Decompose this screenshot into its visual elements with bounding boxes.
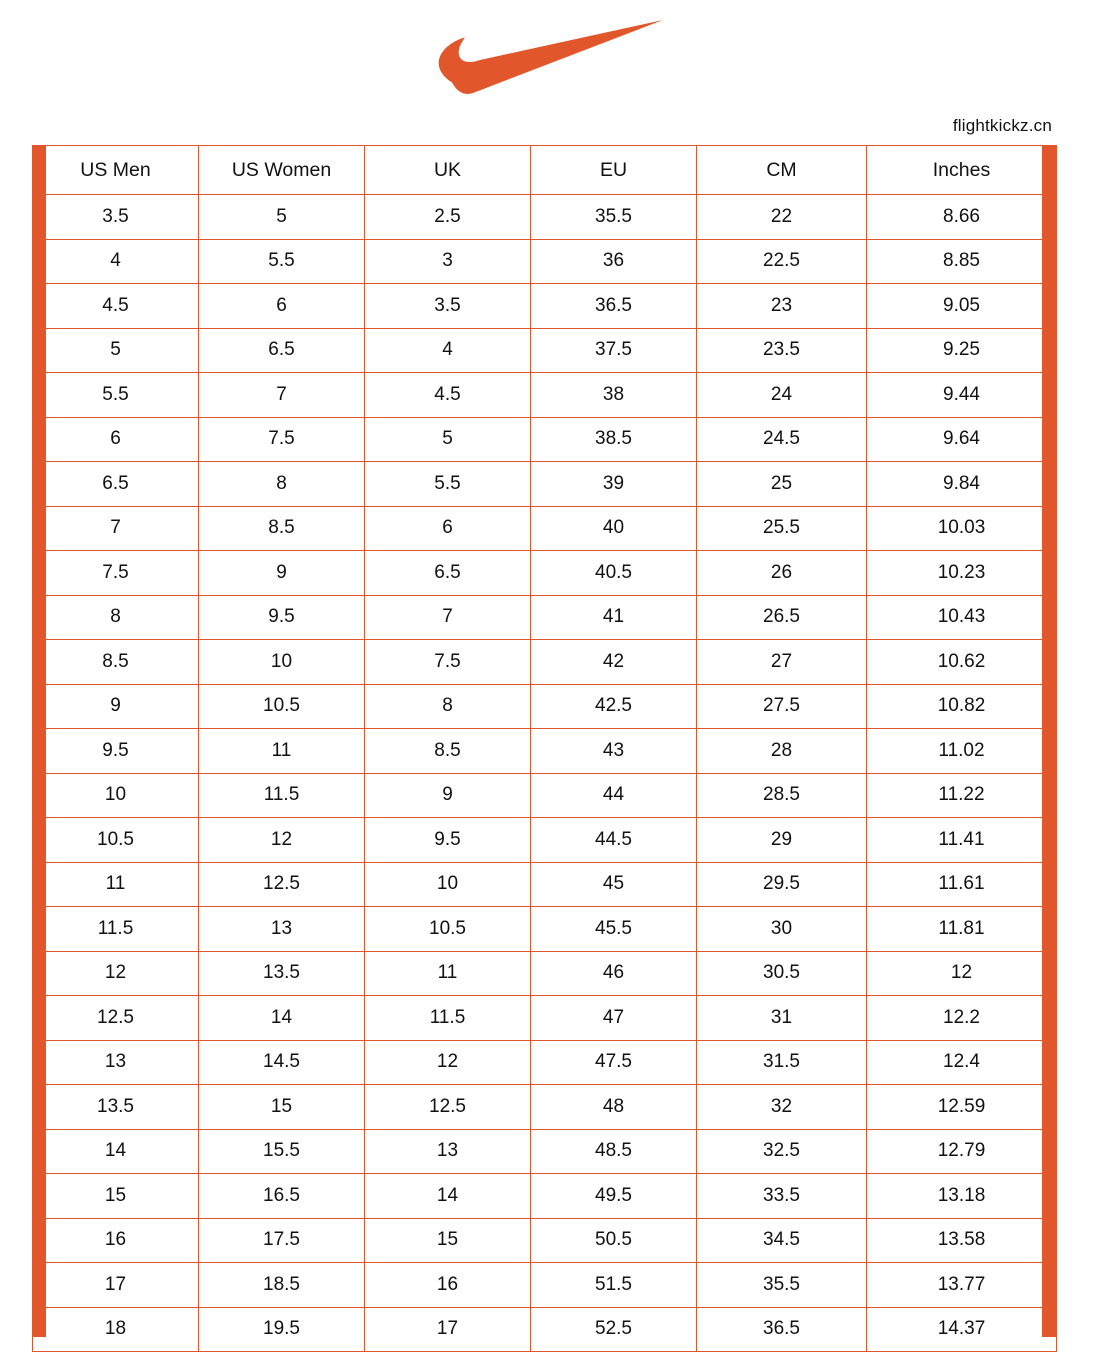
table-cell: 49.5: [531, 1174, 697, 1219]
table-cell: 6: [365, 506, 531, 551]
column-header-eu: EU: [531, 146, 697, 195]
table-cell: 7: [33, 506, 199, 551]
table-cell: 11: [365, 951, 531, 996]
table-cell: 32: [697, 1085, 867, 1130]
table-cell: 12.79: [867, 1129, 1057, 1174]
shoe-size-conversion-table: [32, 145, 1057, 1352]
table-cell: 25: [697, 462, 867, 507]
table-cell: 39: [531, 462, 697, 507]
table-cell: 43: [531, 729, 697, 774]
table-cell: 9: [33, 684, 199, 729]
table-cell: 51.5: [531, 1263, 697, 1308]
table-cell: 14.5: [199, 1040, 365, 1085]
column-header-uk: UK: [365, 146, 531, 195]
table-cell: 34.5: [697, 1218, 867, 1263]
table-cell: 13: [199, 907, 365, 952]
table-cell: 26.5: [697, 595, 867, 640]
table-cell: 27: [697, 640, 867, 685]
table-cell: 38.5: [531, 417, 697, 462]
table-cell: 45: [531, 862, 697, 907]
table-row: [33, 907, 1057, 952]
table-cell: 15: [365, 1218, 531, 1263]
table-row: [33, 1218, 1057, 1263]
table-cell: 10: [365, 862, 531, 907]
table-cell: 10.5: [365, 907, 531, 952]
table-cell: 45.5: [531, 907, 697, 952]
table-header: [33, 146, 1057, 195]
table-cell: 13: [33, 1040, 199, 1085]
table-row: [33, 818, 1057, 863]
table-cell: 4.5: [33, 284, 199, 329]
table-row: [33, 595, 1057, 640]
table-cell: 10.62: [867, 640, 1057, 685]
table-cell: 10: [199, 640, 365, 685]
table-cell: 10: [33, 773, 199, 818]
table-cell: 11.22: [867, 773, 1057, 818]
table-row: [33, 1263, 1057, 1308]
table-cell: 28: [697, 729, 867, 774]
table-cell: 12.2: [867, 996, 1057, 1041]
table-cell: 40.5: [531, 551, 697, 596]
table-cell: 35.5: [531, 195, 697, 240]
table-row: [33, 284, 1057, 329]
table-cell: 15.5: [199, 1129, 365, 1174]
table-cell: 12: [365, 1040, 531, 1085]
table-cell: 41: [531, 595, 697, 640]
table-row: [33, 996, 1057, 1041]
table-cell: 37.5: [531, 328, 697, 373]
table-cell: 23: [697, 284, 867, 329]
header-row: [33, 146, 1057, 195]
table-cell: 17.5: [199, 1218, 365, 1263]
table-row: [33, 1040, 1057, 1085]
table-cell: 9.84: [867, 462, 1057, 507]
table-cell: 11.5: [33, 907, 199, 952]
table-row: [33, 951, 1057, 996]
table-cell: 12.5: [33, 996, 199, 1041]
table-cell: 10.43: [867, 595, 1057, 640]
table-cell: 7: [199, 373, 365, 418]
table-cell: 7.5: [365, 640, 531, 685]
table-cell: 16.5: [199, 1174, 365, 1219]
table-cell: 11: [33, 862, 199, 907]
table-cell: 17: [33, 1263, 199, 1308]
table-cell: 11.5: [365, 996, 531, 1041]
table-cell: 2.5: [365, 195, 531, 240]
table-cell: 15: [199, 1085, 365, 1130]
table-cell: 8.5: [199, 506, 365, 551]
table-cell: 16: [365, 1263, 531, 1308]
table-cell: 11.5: [199, 773, 365, 818]
table-cell: 8.85: [867, 239, 1057, 284]
table-row: [33, 373, 1057, 418]
column-header-cm: CM: [697, 146, 867, 195]
table-cell: 9.25: [867, 328, 1057, 373]
table-cell: 10.23: [867, 551, 1057, 596]
table-cell: 44: [531, 773, 697, 818]
table-row: [33, 1174, 1057, 1219]
table-cell: 9.05: [867, 284, 1057, 329]
table-cell: 46: [531, 951, 697, 996]
table-cell: 4: [365, 328, 531, 373]
table-row: [33, 773, 1057, 818]
table-cell: 12: [867, 951, 1057, 996]
table-cell: 7.5: [33, 551, 199, 596]
table-cell: 15: [33, 1174, 199, 1219]
table-cell: 47: [531, 996, 697, 1041]
table-cell: 13.77: [867, 1263, 1057, 1308]
table-cell: 47.5: [531, 1040, 697, 1085]
table-cell: 50.5: [531, 1218, 697, 1263]
table-cell: 33.5: [697, 1174, 867, 1219]
table-cell: 11: [199, 729, 365, 774]
table-cell: 7: [365, 595, 531, 640]
table-cell: 9: [199, 551, 365, 596]
table-cell: 22.5: [697, 239, 867, 284]
table-cell: 35.5: [697, 1263, 867, 1308]
table-cell: 19.5: [199, 1307, 365, 1352]
table-cell: 31: [697, 996, 867, 1041]
table-cell: 17: [365, 1307, 531, 1352]
table-cell: 44.5: [531, 818, 697, 863]
table-cell: 11.02: [867, 729, 1057, 774]
table-cell: 9: [365, 773, 531, 818]
table-row: [33, 551, 1057, 596]
table-cell: 3.5: [365, 284, 531, 329]
table-cell: 42: [531, 640, 697, 685]
table-cell: 10.03: [867, 506, 1057, 551]
table-cell: 14: [199, 996, 365, 1041]
table-cell: 18.5: [199, 1263, 365, 1308]
table-cell: 13.5: [199, 951, 365, 996]
column-header-us-women: US Women: [199, 146, 365, 195]
table-cell: 7.5: [199, 417, 365, 462]
table-cell: 31.5: [697, 1040, 867, 1085]
table-cell: 6: [199, 284, 365, 329]
table-cell: 5.5: [199, 239, 365, 284]
table-cell: 30.5: [697, 951, 867, 996]
table-cell: 10.82: [867, 684, 1057, 729]
table-cell: 5: [33, 328, 199, 373]
table-cell: 3: [365, 239, 531, 284]
table-cell: 3.5: [33, 195, 199, 240]
table-cell: 13: [365, 1129, 531, 1174]
table-body: [33, 195, 1057, 1352]
table-cell: 8.66: [867, 195, 1057, 240]
table-cell: 26: [697, 551, 867, 596]
table-cell: 8: [199, 462, 365, 507]
table-cell: 6.5: [199, 328, 365, 373]
table-cell: 18: [33, 1307, 199, 1352]
table-cell: 9.5: [33, 729, 199, 774]
table-cell: 10.5: [199, 684, 365, 729]
table-cell: 5: [365, 417, 531, 462]
table-cell: 36.5: [697, 1307, 867, 1352]
table-cell: 24: [697, 373, 867, 418]
size-table-container: [32, 145, 1056, 1352]
table-row: [33, 862, 1057, 907]
table-cell: 36: [531, 239, 697, 284]
table-cell: 5.5: [365, 462, 531, 507]
table-cell: 14.37: [867, 1307, 1057, 1352]
table-cell: 48: [531, 1085, 697, 1130]
table-row: [33, 417, 1057, 462]
nike-swoosh-icon: [435, 20, 665, 106]
table-cell: 38: [531, 373, 697, 418]
table-cell: 8: [365, 684, 531, 729]
table-cell: 10.5: [33, 818, 199, 863]
table-cell: 23.5: [697, 328, 867, 373]
table-cell: 6.5: [33, 462, 199, 507]
table-cell: 40: [531, 506, 697, 551]
table-cell: 29: [697, 818, 867, 863]
table-row: [33, 195, 1057, 240]
table-cell: 13.5: [33, 1085, 199, 1130]
table-cell: 5.5: [33, 373, 199, 418]
table-cell: 4.5: [365, 373, 531, 418]
table-cell: 11.81: [867, 907, 1057, 952]
table-cell: 16: [33, 1218, 199, 1263]
table-cell: 14: [33, 1129, 199, 1174]
table-cell: 9.44: [867, 373, 1057, 418]
table-cell: 52.5: [531, 1307, 697, 1352]
table-cell: 11.61: [867, 862, 1057, 907]
table-cell: 9.64: [867, 417, 1057, 462]
table-cell: 28.5: [697, 773, 867, 818]
table-cell: 8: [33, 595, 199, 640]
table-cell: 13.58: [867, 1218, 1057, 1263]
table-cell: 30: [697, 907, 867, 952]
table-cell: 6: [33, 417, 199, 462]
table-row: [33, 1085, 1057, 1130]
table-cell: 8.5: [33, 640, 199, 685]
table-row: [33, 729, 1057, 774]
column-header-inches: Inches: [867, 146, 1057, 195]
table-row: [33, 1129, 1057, 1174]
table-cell: 13.18: [867, 1174, 1057, 1219]
table-cell: 12: [199, 818, 365, 863]
table-row: [33, 462, 1057, 507]
table-cell: 9.5: [199, 595, 365, 640]
table-cell: 9.5: [365, 818, 531, 863]
table-row: [33, 328, 1057, 373]
table-cell: 8.5: [365, 729, 531, 774]
table-cell: 12.4: [867, 1040, 1057, 1085]
table-cell: 14: [365, 1174, 531, 1219]
table-cell: 29.5: [697, 862, 867, 907]
watermark-site-tag: flightkickz.cn: [952, 116, 1052, 135]
table-cell: 12.5: [365, 1085, 531, 1130]
table-cell: 12.59: [867, 1085, 1057, 1130]
table-cell: 32.5: [697, 1129, 867, 1174]
table-cell: 4: [33, 239, 199, 284]
table-cell: 12.5: [199, 862, 365, 907]
table-cell: 11.41: [867, 818, 1057, 863]
table-cell: 24.5: [697, 417, 867, 462]
table-row: [33, 1307, 1057, 1352]
table-cell: 12: [33, 951, 199, 996]
table-row: [33, 239, 1057, 284]
table-row: [33, 684, 1057, 729]
column-header-us-men: US Men: [33, 146, 199, 195]
table-cell: 36.5: [531, 284, 697, 329]
table-row: [33, 506, 1057, 551]
table-row: [33, 640, 1057, 685]
table-cell: 6.5: [365, 551, 531, 596]
table-cell: 25.5: [697, 506, 867, 551]
brand-logo-area: [0, 0, 1100, 118]
table-cell: 48.5: [531, 1129, 697, 1174]
table-cell: 42.5: [531, 684, 697, 729]
table-cell: 27.5: [697, 684, 867, 729]
table-cell: 5: [199, 195, 365, 240]
table-cell: 22: [697, 195, 867, 240]
